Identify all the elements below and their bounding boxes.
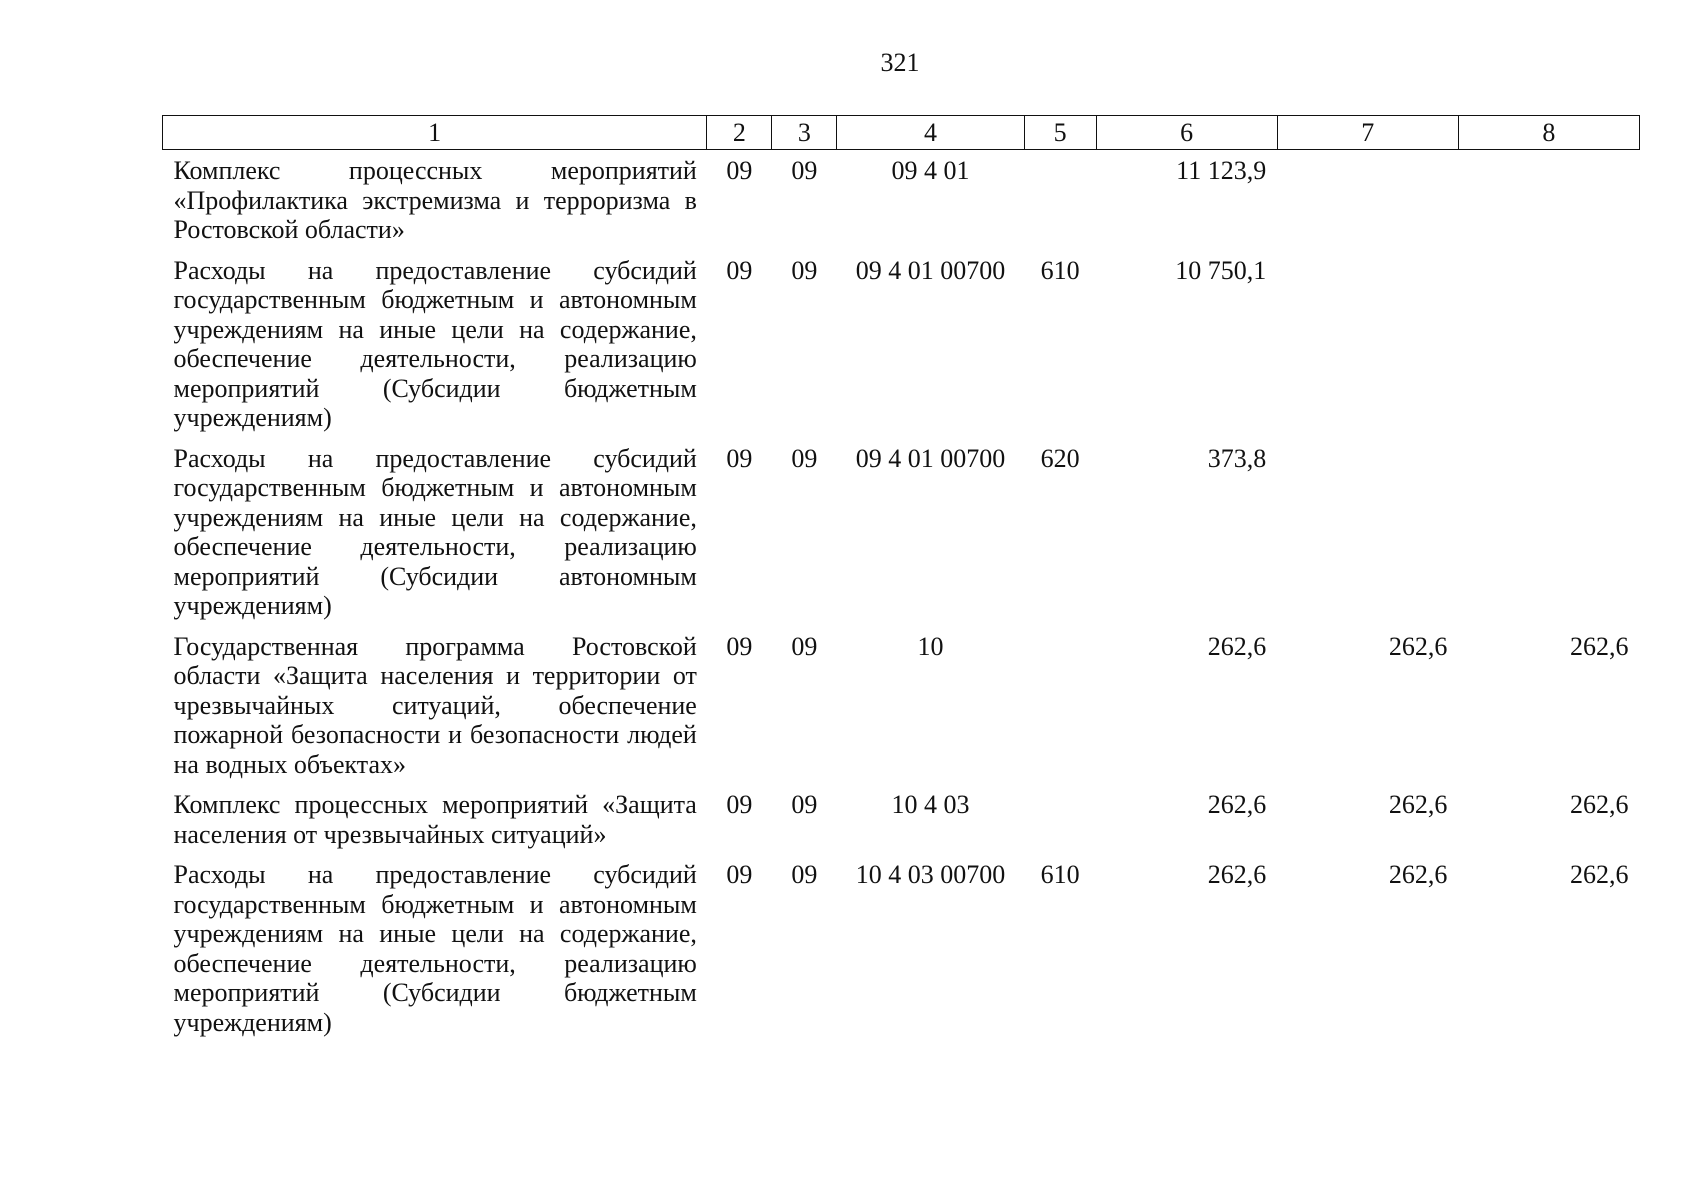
- budget-table: [162, 115, 1640, 1048]
- expense-type-code: 620: [1040, 443, 1080, 473]
- header-row: [163, 116, 1640, 150]
- subsection-code: 09: [791, 860, 818, 889]
- amount-col-6: 262,6: [1207, 860, 1267, 889]
- section-code: 09: [726, 860, 753, 889]
- amount-col-8: [1458, 256, 1639, 444]
- target-article-code: 10 4 03 00700: [855, 860, 1006, 889]
- subsection-code: 09: [791, 443, 818, 473]
- section-code: 09: [726, 156, 753, 185]
- amount-col-8: 262,6: [1570, 860, 1629, 889]
- amount-col-6: 11 123,9: [1176, 156, 1267, 185]
- target-article-code: 09 4 01: [891, 156, 970, 185]
- section-code: 09: [726, 255, 753, 285]
- subsection-code: 09: [791, 156, 818, 185]
- column-header-4: 4: [837, 116, 1024, 150]
- expense-type-code: 610: [1040, 255, 1080, 285]
- expense-type-code: 610: [1040, 860, 1080, 889]
- target-article-code: 10: [917, 631, 944, 661]
- target-article-code: 10 4 03: [891, 790, 970, 819]
- section-code: 09: [726, 790, 753, 819]
- amount-col-6: 262,6: [1207, 631, 1267, 661]
- column-header-3: 3: [772, 116, 837, 150]
- amount-col-8: [1458, 150, 1639, 256]
- amount-col-6: 373,8: [1207, 443, 1267, 473]
- table-body: [163, 150, 1640, 1049]
- table-row: [163, 150, 1640, 256]
- amount-col-7: 262,6: [1388, 790, 1448, 819]
- amount-col-6: 10 750,1: [1175, 255, 1267, 285]
- column-header-8: 8: [1458, 116, 1639, 150]
- page-number: 321: [880, 48, 920, 77]
- row-description: Расходы на предоставление субсидий государственным бюджетным и автономным учреждениям на иные цели на содержание, обеспечение деятельности, реализацию мероприятий (Субсидии бюджетным учреждениям): [173, 255, 697, 432]
- expense-type-code: [1024, 790, 1096, 860]
- column-header-2: 2: [707, 116, 772, 150]
- amount-col-8: 262,6: [1570, 631, 1629, 661]
- target-article-code: 09 4 01 00700: [855, 443, 1006, 473]
- row-description: Государственная программа Ростовской области «Защита населения и территории от чрезвычайных ситуаций, обеспечение пожарной безопасности и безопасности людей на водных объектах»: [173, 631, 697, 779]
- amount-col-7: [1277, 150, 1458, 256]
- table-row: [163, 860, 1640, 1048]
- target-article-code: 09 4 01 00700: [855, 255, 1006, 285]
- column-header-7: 7: [1277, 116, 1458, 150]
- amount-col-7: 262,6: [1388, 860, 1448, 889]
- subsection-code: 09: [791, 631, 818, 661]
- expense-type-code: [1024, 150, 1096, 256]
- subsection-code: 09: [791, 255, 818, 285]
- row-description: Комплекс процессных мероприятий «Профилактика экстремизма и терроризма в Ростовской области»: [173, 156, 697, 244]
- row-description: Расходы на предоставление субсидий государственным бюджетным и автономным учреждениям на иные цели на содержание, обеспечение деятельности, реализацию мероприятий (Субсидии бюджетным учреждениям): [173, 860, 697, 1037]
- column-header-6: 6: [1096, 116, 1277, 150]
- amount-col-8: 262,6: [1570, 790, 1629, 819]
- table-row: [163, 632, 1640, 791]
- table-row: [163, 444, 1640, 632]
- expense-type-code: [1024, 632, 1096, 791]
- column-header-1: 1: [163, 116, 707, 150]
- amount-col-7: [1277, 256, 1458, 444]
- row-description: Комплекс процессных мероприятий «Защита населения от чрезвычайных ситуаций»: [173, 790, 697, 849]
- amount-col-7: [1277, 444, 1458, 632]
- amount-col-7: 262,6: [1388, 631, 1448, 661]
- table-row: [163, 256, 1640, 444]
- subsection-code: 09: [791, 790, 818, 819]
- table-row: [163, 790, 1640, 860]
- section-code: 09: [726, 631, 753, 661]
- row-description: Расходы на предоставление субсидий государственным бюджетным и автономным учреждениям на иные цели на содержание, обеспечение деятельности, реализацию мероприятий (Субсидии автономным учреждениям): [173, 443, 697, 620]
- table-header: [163, 116, 1640, 150]
- column-header-5: 5: [1024, 116, 1096, 150]
- section-code: 09: [726, 443, 753, 473]
- amount-col-8: [1458, 444, 1639, 632]
- amount-col-6: 262,6: [1207, 790, 1267, 819]
